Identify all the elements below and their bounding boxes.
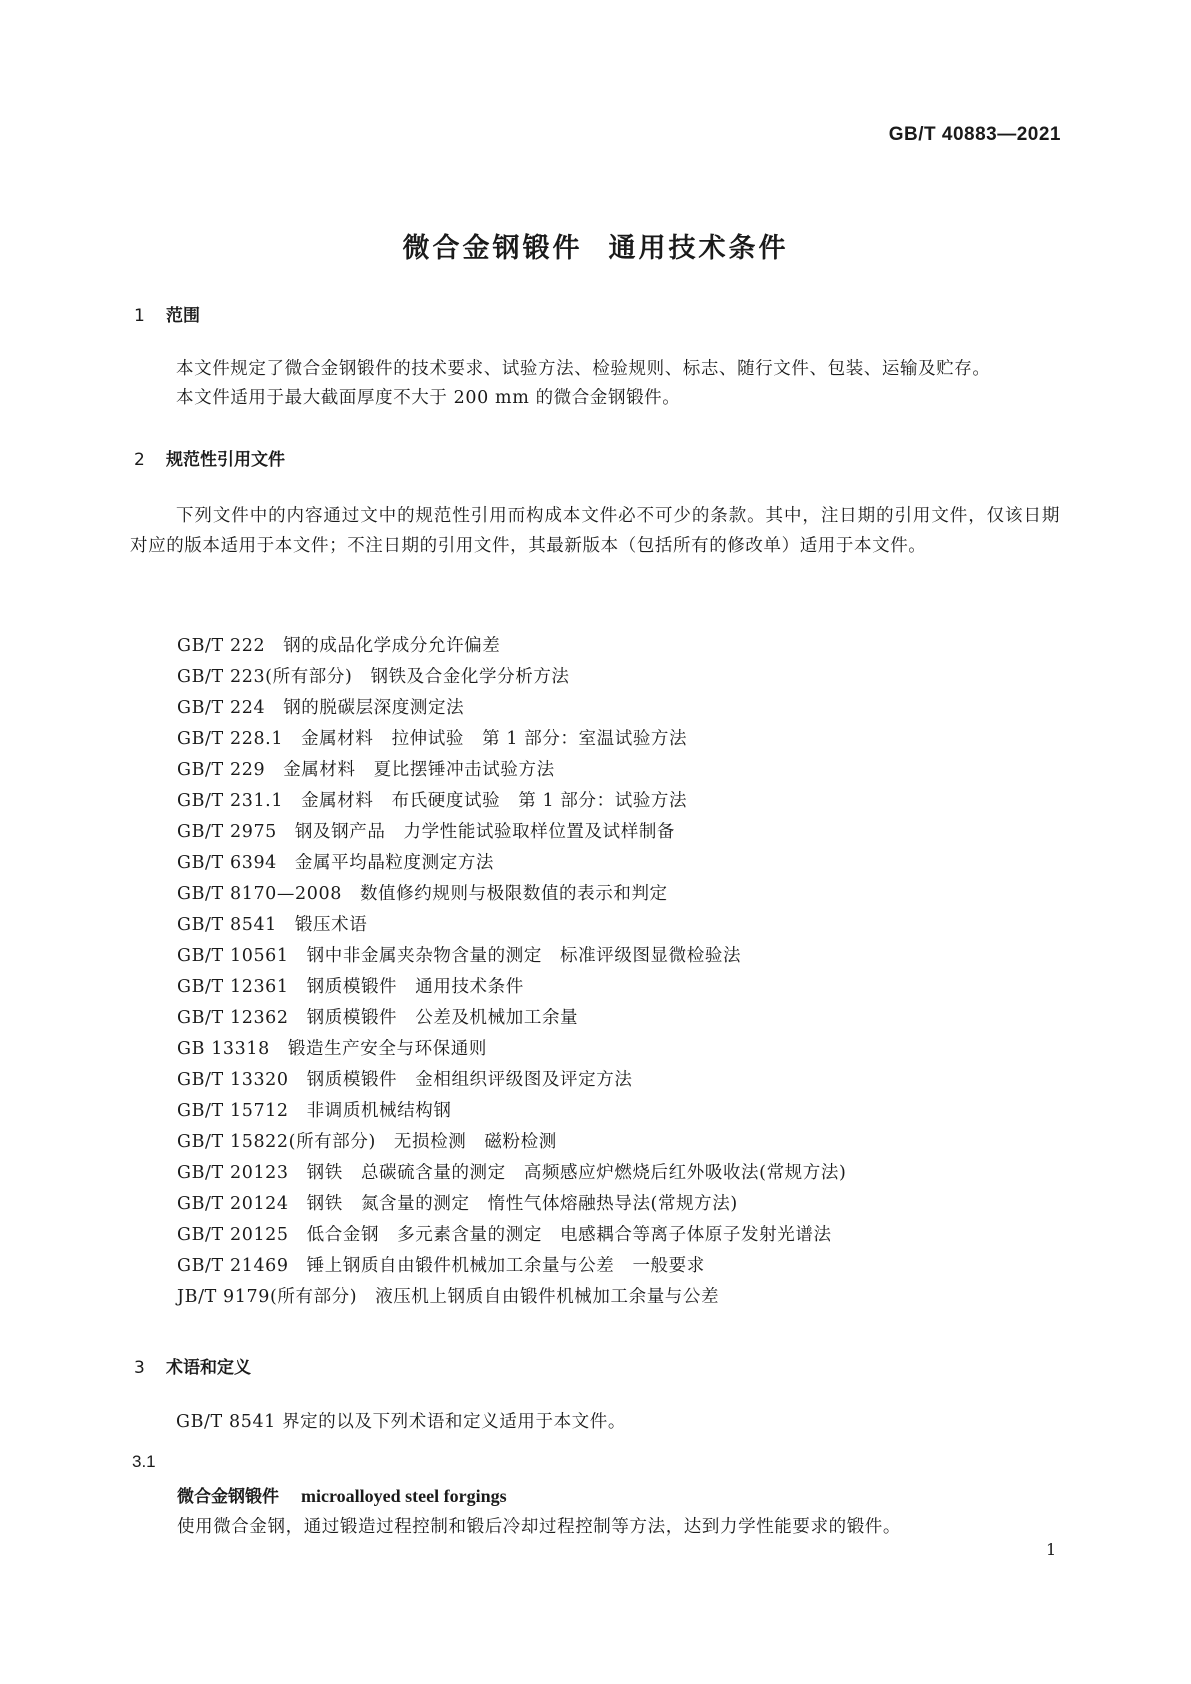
reference-item [177,631,846,662]
normative-references-list [177,631,846,1313]
reference-code: GB/T 228.1 [177,729,284,749]
reference-code: GB/T 21469 [177,1256,289,1276]
reference-item [177,972,846,1003]
title-part-2: 通用技术条件 [608,233,789,264]
section-1-heading [134,301,200,326]
reference-name: 钢的成品化学成分允许偏差 [283,636,501,656]
reference-name: 钢质模锻件 通用技术条件 [306,977,524,997]
document-title [0,226,1191,265]
section-title: 范围 [166,306,200,326]
reference-name: 钢的脱碳层深度测定法 [283,698,465,718]
reference-name: 数值修约规则与极限数值的表示和判定 [359,884,668,904]
reference-item [177,724,846,755]
term-entry [177,1482,507,1507]
reference-name: 金属平均晶粒度测定方法 [294,853,495,873]
term-chinese: 微合金钢锻件 [177,1487,279,1507]
reference-item [177,1220,846,1251]
reference-name: 锤上钢质自由锻件机械加工余量与公差 一般要求 [306,1256,705,1276]
reference-name: 金属材料 布氏硬度试验 第 1 部分：试验方法 [301,791,688,811]
reference-name: 液压机上钢质自由锻件机械加工余量与公差 [375,1287,720,1307]
reference-item [177,1065,846,1096]
reference-item [177,848,846,879]
reference-name: 无损检测 磁粉检测 [393,1132,557,1152]
reference-code: GB/T 223(所有部分) [177,667,353,687]
reference-name: 钢中非金属夹杂物含量的测定 标准评级图显微检验法 [306,946,742,966]
reference-item [177,662,846,693]
reference-code: GB/T 222 [177,636,266,656]
reference-code: GB/T 8541 [177,915,277,935]
reference-item [177,879,846,910]
reference-code: GB/T 12361 [177,977,289,997]
reference-code: GB/T 15822(所有部分) [177,1132,376,1152]
reference-item [177,1282,846,1313]
reference-code: GB/T 6394 [177,853,277,873]
reference-code: GB/T 8170—2008 [177,884,342,904]
reference-code: GB/T 231.1 [177,791,284,811]
standard-code: GB/T 40883—2021 [888,124,1061,145]
term-definition: 使用微合金钢，通过锻造过程控制和锻后冷却过程控制等方法，达到力学性能要求的锻件。 [177,1517,901,1537]
reference-item [177,1003,846,1034]
reference-name: 钢铁及合金化学分析方法 [370,667,570,687]
section-3-heading [134,1353,251,1378]
page-number: 1 [1046,1540,1057,1559]
reference-item [177,1189,846,1220]
reference-code: JB/T 9179(所有部分) [177,1287,358,1307]
reference-item [177,693,846,724]
scope-paragraph-2: 本文件适用于最大截面厚度不大于 200 mm 的微合金钢锻件。 [176,388,681,408]
reference-item [177,1127,846,1158]
section-2-heading [134,445,285,470]
section-number: 2 [134,450,145,470]
reference-name: 金属材料 拉伸试验 第 1 部分：室温试验方法 [301,729,688,749]
reference-code: GB/T 229 [177,760,266,780]
terms-intro: GB/T 8541 界定的以及下列术语和定义适用于本文件。 [176,1412,626,1432]
references-intro: 下列文件中的内容通过文中的规范性引用而构成本文件必不可少的条款。其中，注日期的引用文件，仅该日期对应的版本适用于本文件；不注日期的引用文件，其最新版本（包括所有的修改单）适用于本文件。 [130,506,1060,556]
reference-item [177,941,846,972]
reference-item [177,1096,846,1127]
reference-name: 锻造生产安全与环保通则 [287,1039,487,1059]
reference-name: 钢及钢产品 力学性能试验取样位置及试样制备 [294,822,676,842]
reference-code: GB/T 224 [177,698,266,718]
reference-name: 锻压术语 [294,915,368,935]
reference-code: GB/T 20125 [177,1225,289,1245]
section-title: 规范性引用文件 [166,450,285,470]
reference-item [177,1158,846,1189]
reference-name: 钢铁 总碳硫含量的测定 高频感应炉燃烧后红外吸收法(常规方法) [306,1163,847,1183]
reference-code: GB/T 13320 [177,1070,289,1090]
reference-item [177,1251,846,1282]
reference-name: 钢铁 氮含量的测定 惰性气体熔融热导法(常规方法) [306,1194,738,1214]
reference-name: 非调质机械结构钢 [306,1101,452,1121]
section-number: 3 [134,1358,145,1378]
reference-item [177,817,846,848]
reference-code: GB/T 20123 [177,1163,289,1183]
reference-name: 金属材料 夏比摆锤冲击试验方法 [283,760,555,780]
section-number: 1 [134,306,145,326]
reference-item [177,786,846,817]
reference-item [177,1034,846,1065]
reference-name: 钢质模锻件 金相组织评级图及评定方法 [306,1070,633,1090]
reference-code: GB/T 2975 [177,822,277,842]
reference-item [177,755,846,786]
scope-paragraph-1: 本文件规定了微合金钢锻件的技术要求、试验方法、检验规则、标志、随行文件、包装、运输及贮存。 [176,359,991,379]
reference-code: GB 13318 [177,1039,270,1059]
subclause-number: 3.1 [132,1452,156,1471]
reference-name: 钢质模锻件 公差及机械加工余量 [306,1008,579,1028]
reference-item [177,910,846,941]
title-part-1: 微合金钢锻件 [402,233,583,264]
term-english: microalloyed steel forgings [301,1486,507,1506]
section-title: 术语和定义 [166,1358,251,1378]
reference-code: GB/T 12362 [177,1008,289,1028]
reference-code: GB/T 10561 [177,946,289,966]
reference-code: GB/T 15712 [177,1101,289,1121]
reference-name: 低合金钢 多元素含量的测定 电感耦合等离子体原子发射光谱法 [306,1225,832,1245]
reference-code: GB/T 20124 [177,1194,289,1214]
